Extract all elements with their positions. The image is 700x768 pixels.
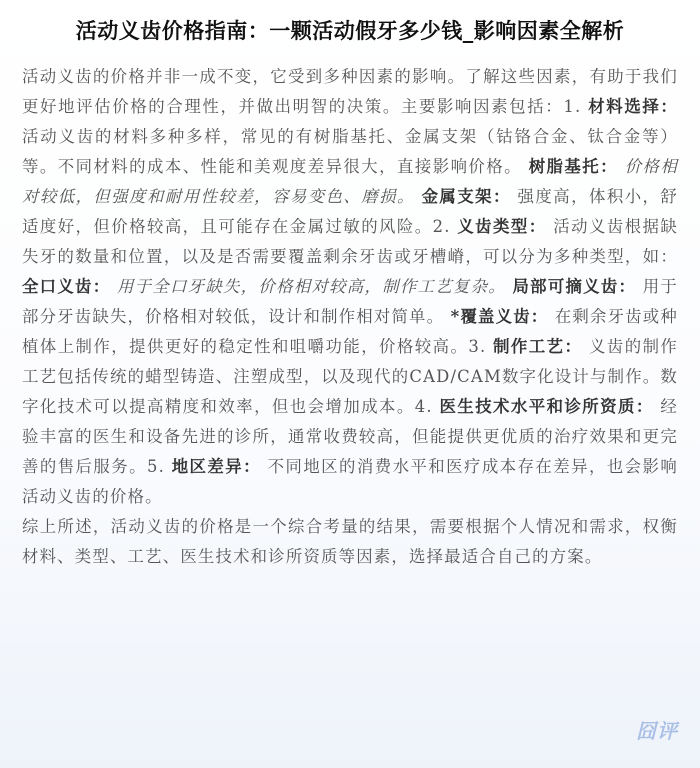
overlay-denture-label: 覆盖义齿： (460, 307, 549, 326)
factor-5-label: 地区差异： (171, 457, 261, 476)
factor-2-label: 义齿类型： (457, 217, 547, 236)
factor-2-text: 活动义齿根据缺失牙的数量和位置，以及是否需要覆盖剩余牙齿或牙槽嵴，可以分为多种类型，如： (22, 217, 678, 266)
full-denture-text: 用于全口牙缺失，价格相对较高，制作工艺复杂。 (116, 277, 506, 296)
resin-base-text: 价格相对较低，但强度和耐用性较差，容易变色、磨损。 (22, 157, 678, 206)
full-denture-label: 全口义齿： (22, 277, 111, 296)
factor-1-number: 1. (563, 97, 582, 116)
conclusion-paragraph: 综上所述，活动义齿的价格是一个综合考量的结果，需要根据个人情况和需求，权衡材料、类型、工艺、医生技术和诊所资质等因素，选择最适合自己的方案。 (22, 517, 678, 566)
factor-4-text: 经验丰富的医生和设备先进的诊所，通常收费较高，但能提供更优质的治疗效果和更完善的售后服务。 (22, 397, 678, 476)
factor-4-label: 医生技术水平和诊所资质： (439, 397, 654, 416)
partial-denture-text: 用于部分牙齿缺失，价格相对较低，设计和制作相对简单。 (22, 277, 679, 326)
article (22, 16, 678, 572)
resin-base-label: 树脂基托： (528, 157, 618, 176)
factor-5-text: 不同地区的消费水平和医疗成本存在差异，也会影响活动义齿的价格。 (22, 457, 678, 506)
overlay-denture-text: 在剩余牙齿或种植体上制作，提供更好的稳定性和咀嚼功能，价格较高。 (22, 307, 678, 356)
main-paragraph (22, 62, 678, 512)
intro-text: 活动义齿的价格并非一成不变，它受到多种因素的影响。了解这些因素，有助于我们更好地评估价格的合理性，并做出明智的决策。主要影响因素包括： (22, 67, 678, 116)
watermark-logo: 囧评 (636, 719, 678, 743)
factor-5-number: 5. (146, 457, 166, 476)
factor-3-label: 制作工艺： (493, 337, 583, 356)
metal-frame-label: 金属支架： (421, 187, 511, 206)
partial-denture-label: 局部可摘义齿： (512, 277, 637, 296)
factor-1-label: 材料选择： (588, 97, 678, 116)
metal-frame-text: 强度高，体积小，舒适度好，但价格较高，且可能存在金属过敏的风险。 (22, 187, 678, 236)
page-title: 活动义齿价格指南：一颗活动假牙多少钱_影响因素全解析 (75, 18, 625, 43)
factor-4-number: 4. (414, 397, 433, 416)
overlay-star: * (450, 307, 461, 326)
factor-3-text: 义齿的制作工艺包括传统的蜡型铸造、注塑成型，以及现代的CAD/CAM数字化设计与制作。数字化技术可以提高精度和效率，但也会增加成本。 (22, 337, 679, 416)
factor-3-number: 3. (468, 337, 487, 356)
factor-2-number: 2. (432, 217, 451, 236)
factor-1-text: 活动义齿的材料多种多样，常见的有树脂基托、金属支架（钴铬合金、钛合金等）等。不同材料的成本、性能和美观度差异很大，直接影响价格。 (22, 127, 678, 176)
